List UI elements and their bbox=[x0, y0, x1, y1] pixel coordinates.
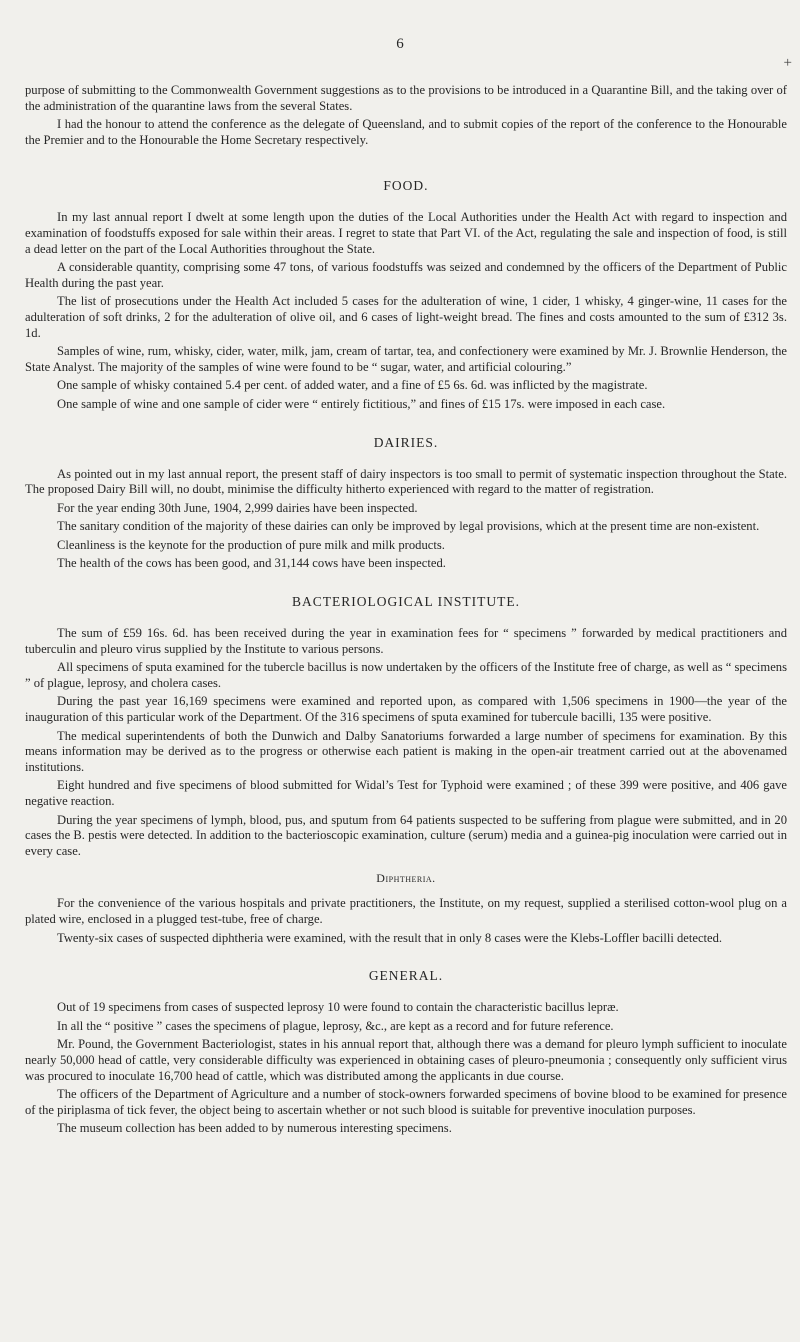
food-paragraph: One sample of whisky contained 5.4 per cent. of added water, and a fine of £5 6s. 6d. was inflicted by the magistrate. bbox=[57, 378, 648, 393]
dairies-paragraph: The sanitary condition of the majority of these dairies can only be improved by legal provisions, which at the present time are non-existent. bbox=[57, 519, 760, 534]
dairies-paragraph: The health of the cows has been good, and 31,144 cows have been inspected. bbox=[57, 556, 446, 571]
page-content bbox=[25, 83, 787, 1140]
diphtheria-section bbox=[25, 871, 787, 946]
dairies-paragraph: As pointed out in my last annual report, the present staff of dairy inspectors is too small to permit of systematic inspection throughout the State. The proposed Dairy Bill will, no doubt, minimise the difficulty hitherto experienced with regard to the matter of registration. bbox=[25, 466, 787, 497]
food-paragraph: Samples of wine, rum, whisky, cider, water, milk, jam, cream of tartar, tea, and confectionery were examined by Mr. J. Brownlie Henderson, the State Analyst. The majority of the samples of wine were found to be “ sugar, water, and artificial colouring.” bbox=[25, 344, 787, 374]
general-paragraph: The museum collection has been added to by numerous interesting specimens. bbox=[57, 1121, 452, 1136]
intro-paragraph: I had the honour to attend the conference as the delegate of Queensland, and to submit copies of the report of the conference to the Honourable the Premier and to the Honourable the Home Secretary respectively. bbox=[25, 117, 787, 147]
general-paragraph: Mr. Pound, the Government Bacteriologist, states in his annual report that, although there was a demand for pleuro lymph sufficient to inoculate nearly 50,000 head of cattle, very considerable difficulty was experienced in obtaining cases of pleuro-pneumonia ; consequently only sufficient virus was procured to inoculate 16,700 head of cattle, which was distributed among the applicants in due course. bbox=[25, 1037, 787, 1083]
general-paragraph: In all the “ positive ” cases the specimens of plague, leprosy, &c., are kept as a record and for future reference. bbox=[57, 1018, 614, 1033]
food-paragraph: One sample of wine and one sample of cider were “ entirely fictitious,” and fines of £15 17s. were imposed in each case. bbox=[57, 396, 666, 411]
food-paragraph: The list of prosecutions under the Health Act included 5 cases for the adulteration of wine, 1 cider, 1 whisky, 4 ginger-wine, 11 cases for the adulteration of soft drinks, 2 for the adulteration of olive oil, and 6 cases of light-weight bread. The fines and costs amounted to the sum of £312 3s. 1d. bbox=[25, 294, 787, 340]
intro-section bbox=[25, 83, 787, 148]
general-section bbox=[25, 968, 787, 1137]
page-number: 6 bbox=[396, 36, 404, 52]
bacteriological-paragraph: Eight hundred and five specimens of blood submitted for Widal’s Test for Typhoid were examined ; of these 399 were positive, and 406 gave negative reaction. bbox=[25, 778, 787, 808]
food-paragraph: A considerable quantity, comprising some 47 tons, of various foodstuffs was seized and condemned by the officers of the Department of Public Health during the past year. bbox=[25, 260, 787, 290]
corner-mark: + bbox=[783, 55, 792, 71]
dairies-section bbox=[25, 435, 787, 573]
bacteriological-paragraph: All specimens of sputa examined for the tubercle bacillus is now undertaken by the officers of the Institute free of charge, as well as “ specimens ” of plague, leprosy, and cholera cases. bbox=[25, 660, 787, 690]
general-paragraph: The officers of the Department of Agriculture and a number of stock-owners forwarded specimens of bovine blood to be examined for presence of the piriplasma of tick fever, the object being to ascertain whether or not such blood is suitable for preventive inoculation purposes. bbox=[25, 1087, 787, 1117]
bacteriological-section bbox=[25, 594, 787, 859]
dairies-heading: DAIRIES. bbox=[373, 434, 439, 450]
bacteriological-paragraph: The medical superintendents of both the Dunwich and Dalby Sanatoriums forwarded a large number of specimens for examination. By this means information may be derived as to the progress or otherwise each patient is making in the open-air treatment carried out at the abovenamed institutions. bbox=[25, 728, 787, 774]
diphtheria-heading: Diphtheria. bbox=[376, 871, 436, 886]
bacteriological-paragraph: During the year specimens of lymph, blood, pus, and sputum from 64 patients suspected to be suffering from plague were submitted, and in 20 cases the B. pestis were detected. In addition to the bacterioscopic examination, culture (serum) media and a guinea-pig inoculation were carried out in every case. bbox=[25, 812, 787, 858]
diphtheria-paragraph: For the convenience of the various hospitals and private practitioners, the Institute, on my request, supplied a sterilised cotton-wool plug on a plated wire, enclosed in a plugged test-tube, free of charge. bbox=[25, 896, 787, 926]
food-paragraph: In my last annual report I dwelt at some length upon the duties of the Local Authorities under the Health Act with regard to inspection and examination of foodstuffs exposed for sale within their areas. I regret to state that Part VI. of the Act, regulating the sale and inspection of food, is still a dead letter on the part of the Local Authorities throughout the State. bbox=[25, 210, 787, 256]
bacteriological-heading: BACTERIOLOGICAL INSTITUTE. bbox=[292, 594, 520, 610]
bacteriological-paragraph: The sum of £59 16s. 6d. has been received during the year in examination fees for “ specimens ” forwarded by medical practitioners and tuberculin and pleuro virus supplied by the Institute to various persons. bbox=[25, 626, 787, 656]
food-heading: FOOD. bbox=[383, 178, 429, 194]
general-paragraph: Out of 19 specimens from cases of suspected leprosy 10 were found to contain the characteristic bacillus lepræ. bbox=[57, 1000, 619, 1015]
bacteriological-paragraph: During the past year 16,169 specimens were examined and reported upon, as compared with 1,506 specimens in 1900—the year of the inauguration of this particular work of the Department. Of the 316 specimens of sputa examined for tubercule bacilli, 135 were positive. bbox=[25, 694, 787, 725]
diphtheria-paragraph: Twenty-six cases of suspected diphtheria were examined, with the result that in only 8 cases were the Klebs-Loffler bacilli detected. bbox=[57, 930, 723, 945]
food-section bbox=[25, 178, 787, 412]
dairies-paragraph: Cleanliness is the keynote for the production of pure milk and milk products. bbox=[57, 537, 445, 552]
dairies-paragraph: For the year ending 30th June, 1904, 2,999 dairies have been inspected. bbox=[57, 500, 418, 515]
intro-paragraph: purpose of submitting to the Commonwealth Government suggestions as to the provisions to be introduced in a Quarantine Bill, and the taking over of the administration of the quarantine laws from the several States. bbox=[25, 83, 787, 113]
general-heading: GENERAL. bbox=[368, 968, 444, 984]
